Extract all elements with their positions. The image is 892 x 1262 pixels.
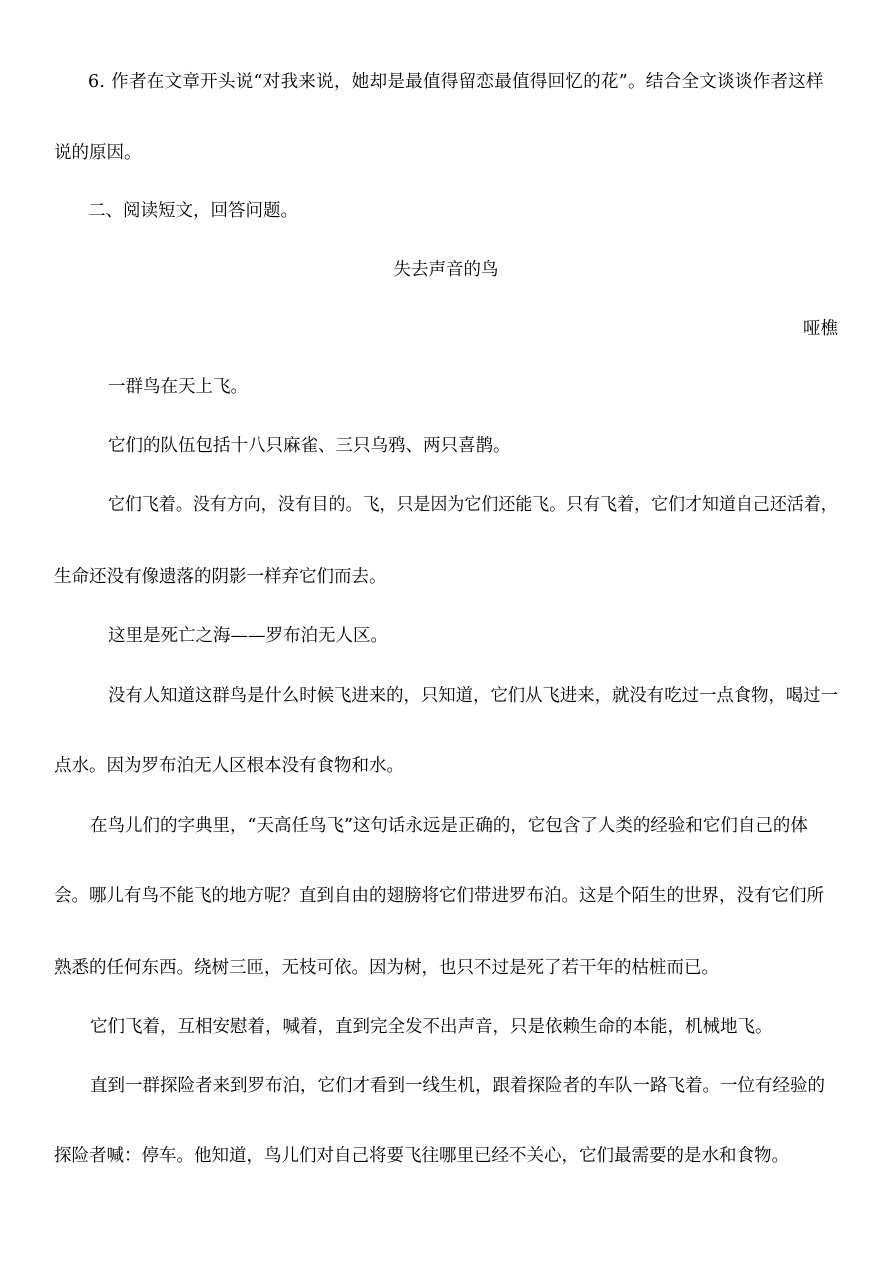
paragraph-5-line-2: 点水。因为罗布泊无人区根本没有食物和水。	[54, 756, 404, 776]
article-author: 哑樵	[803, 319, 838, 339]
question-6-line-1: 6. 作者在文章开头说“对我来说，她却是最值得留恋最值得回忆的花”。结合全文谈谈作者这样	[88, 72, 824, 92]
paragraph-8-line-2: 探险者喊：停车。他知道，鸟儿们对自己将要飞往哪里已经不关心，它们最需要的是水和食物。	[54, 1146, 789, 1166]
article-title: 失去声音的鸟	[393, 260, 499, 280]
paragraph-3-line-2: 生命还没有像遗落的阴影一样弃它们而去。	[54, 567, 387, 587]
paragraph-6-line-1: 在鸟儿们的字典里，“天高任鸟飞”这句话永远是正确的，它包含了人类的经验和它们自己的体	[90, 816, 808, 836]
paragraph-3-line-1: 它们飞着。没有方向，没有目的。飞，只是因为它们还能飞。只有飞着，它们才知道自己还活着，	[108, 495, 838, 515]
question-6-line-2: 说的原因。	[54, 143, 142, 163]
paragraph-8-line-1: 直到一群探险者来到罗布泊，它们才看到一线生机，跟着探险者的车队一路飞着。一位有经验的	[90, 1076, 825, 1096]
paragraph-7: 它们飞着，互相安慰着，喊着，直到完全发不出声音，只是依赖生命的本能，机械地飞。	[90, 1017, 773, 1037]
paragraph-6-line-3: 熟悉的任何东西。绕树三匝，无枝可依。因为树，也只不过是死了若干年的枯桩而已。	[54, 958, 719, 978]
paragraph-1: 一群鸟在天上飞。	[108, 377, 248, 397]
paragraph-5-line-1: 没有人知道这群鸟是什么时候飞进来的，只知道，它们从飞进来，就没有吃过一点食物，喝过一	[108, 686, 839, 706]
paragraph-2: 它们的队伍包括十八只麻雀、三只乌鸦、两只喜鹊。	[108, 436, 511, 456]
paragraph-6-line-2: 会。哪儿有鸟不能飞的地方呢？直到自由的翅膀将它们带进罗布泊。这是个陌生的世界，没有它们所	[54, 886, 824, 906]
paragraph-4: 这里是死亡之海——罗布泊无人区。	[108, 626, 388, 646]
section-heading: 二、阅读短文，回答问题。	[88, 201, 298, 221]
